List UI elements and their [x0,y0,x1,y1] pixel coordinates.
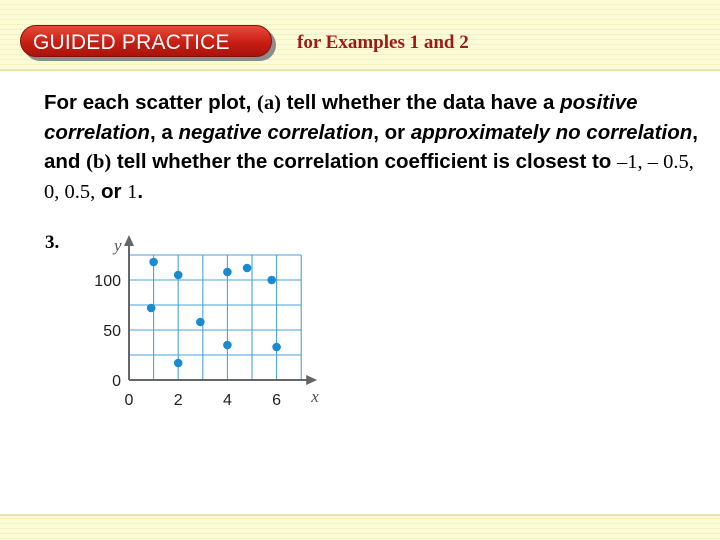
badge-label: GUIDED PRACTICE [33,31,230,54]
coefficient-last-value: 1 [127,181,138,203]
footer-divider [0,514,720,516]
problem-number: 3. [45,232,60,253]
instr-period: . [137,180,144,203]
part-b-marker: (b) [86,151,112,173]
y-tick-label: 100 [94,273,121,290]
instr-comma1: , a [149,121,173,144]
negative-correlation-term: negative correlation [178,121,374,144]
data-point [223,268,232,277]
part-a-marker: (a) [257,92,281,114]
data-point [174,359,183,368]
no-correlation-term: approximately no correlation [410,121,693,144]
y-axis-arrow-icon [124,235,134,246]
data-point [267,276,276,285]
coefficient-values: –1, – 0.5, 0, 0.5, [44,151,694,203]
data-point [196,318,205,327]
x-tick-label: 2 [173,392,183,409]
data-point [272,343,281,352]
instr-part4: tell whether the [116,150,268,173]
footer-band [0,514,720,540]
instr-part2: tell whether the data have a [286,91,555,114]
data-point [174,271,183,280]
x-tick-label: 0 [124,392,134,409]
scatter-plot [80,225,319,415]
instr-comma2: , or [373,121,406,144]
instr-part1: For each scatter plot, [44,91,252,114]
instructions-text [44,88,704,207]
x-axis-arrow-icon [306,375,317,385]
instr-or: or [100,180,122,203]
instr-part3: , and [44,121,698,173]
y-tick-label: 50 [103,323,121,340]
x-tick-label: 4 [222,392,232,409]
positive-correlation-term: positive correlation [44,91,638,144]
data-point [147,304,156,313]
y-tick-label: 0 [112,373,121,390]
x-tick-label: 6 [272,392,282,409]
data-point [149,258,158,267]
data-point [243,264,252,273]
data-point [223,341,232,350]
header-divider [0,69,720,71]
instr-part5: correlation coefficient is closest to [272,150,612,173]
x-axis-label: x [311,387,319,406]
y-axis-label: y [114,236,122,255]
examples-reference: for Examples 1 and 2 [297,32,469,53]
